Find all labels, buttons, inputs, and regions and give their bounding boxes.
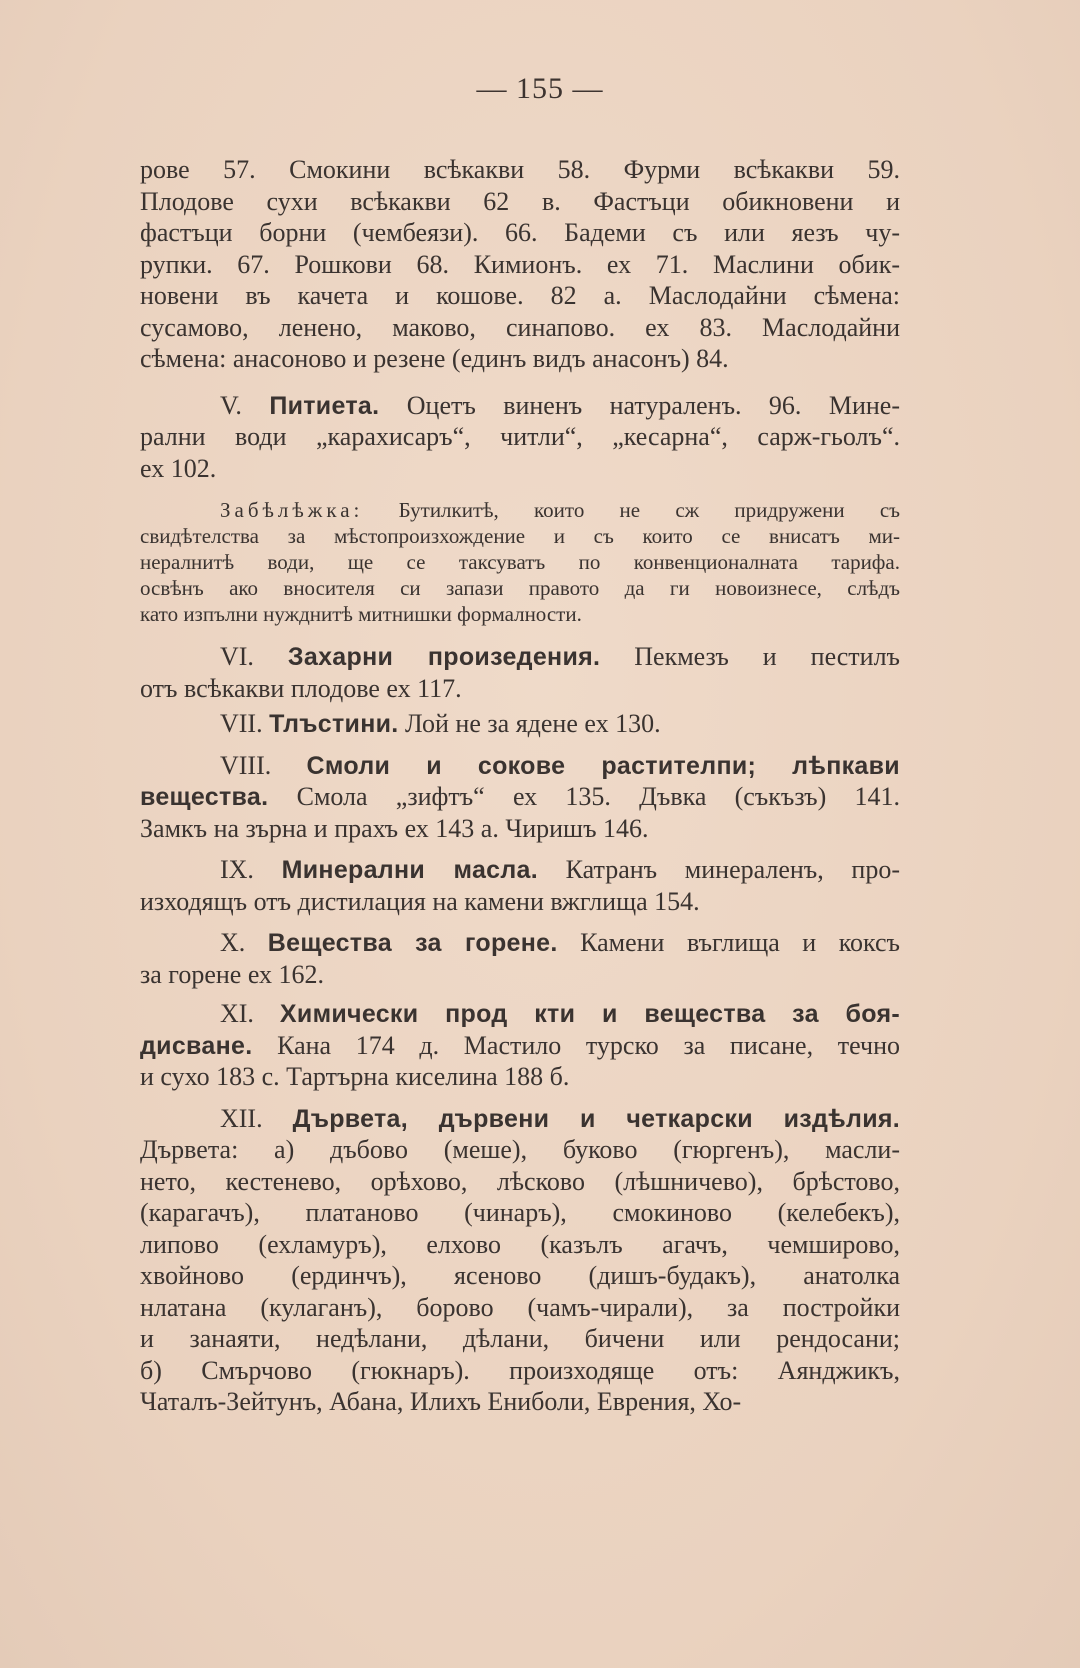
- text-line: [140, 886, 900, 918]
- line-text: липово (ехламуръ), елхово (казълъ агачъ, чемширово,: [140, 1229, 900, 1259]
- line-text: като изпълни нужднитѣ митнишки формалности.: [140, 602, 582, 626]
- text-line: [140, 854, 900, 886]
- text-line: [140, 453, 900, 485]
- document-body: [140, 154, 900, 1418]
- section-heading: Смоли и сокове растителпи; лѣпкави: [306, 751, 900, 780]
- text-line: [140, 575, 900, 601]
- text-line: [140, 217, 900, 249]
- text-line: [140, 641, 900, 673]
- text-line: [140, 523, 900, 549]
- line-text: свидѣтелства за мѣстопроизхождение и съ които се внисатъ ми-: [140, 524, 900, 548]
- line-text: сѣмена: анасоново и резене (единъ видъ анасонъ) 84.: [140, 344, 729, 373]
- text-line: [140, 673, 900, 705]
- text-line: [140, 813, 900, 845]
- line-text: ех 102.: [140, 453, 217, 483]
- section-heading: Минерални масла.: [281, 856, 538, 884]
- section-heading: Дървета, дървени и четкарски издѣлия.: [292, 1104, 901, 1133]
- text-line: [140, 1229, 900, 1261]
- text-line: [140, 549, 900, 575]
- text-line: [140, 1197, 900, 1229]
- text-line: [140, 1166, 900, 1198]
- text-line: [140, 1355, 900, 1387]
- line-text: Смола „зифтъ“ ех 135. Дъвка (съкъзъ) 141.: [268, 782, 900, 811]
- paragraph: [140, 1103, 900, 1418]
- section-heading: вещества.: [140, 783, 269, 811]
- line-text: (карагачъ), платаново (чинаръ), смокиново (келебекъ),: [140, 1198, 900, 1227]
- text-line: [140, 186, 900, 218]
- paragraph: [140, 998, 900, 1093]
- section-heading: Вещества за горене.: [267, 929, 558, 957]
- paragraph: [140, 154, 900, 375]
- line-text: рове 57. Смокини всѣкакви 58. Фурми всѣкакви 59.: [140, 155, 900, 184]
- section-number: XII.: [220, 1103, 293, 1133]
- text-line: [140, 497, 900, 523]
- text-line: [140, 249, 900, 281]
- line-text: изходящъ отъ дистилация на камени вжглища 154.: [140, 886, 700, 916]
- line-text: фастъци борни (чембеязи). 66. Бадеми съ или яезъ чу-: [140, 218, 900, 247]
- line-text: рални води „карахисаръ“, читли“, „кесарна“, сарж-гьолъ“.: [140, 422, 900, 451]
- line-text: за горене ех 162.: [140, 959, 325, 989]
- text-line: [140, 390, 900, 422]
- section-heading: Химически прод кти и вещества за боя-: [279, 1000, 901, 1028]
- section-number: VI.: [220, 642, 288, 671]
- note-paragraph: [140, 497, 900, 627]
- line-text: Чаталъ-Зейтунъ, Абана, Илихъ Ениболи, Еврения, Хо-: [140, 1387, 742, 1416]
- text-line: [140, 280, 900, 312]
- line-text: Оцетъ виненъ натураленъ. 96. Мине-: [379, 390, 900, 420]
- line-text: Бутилкитѣ, които не сж придружени съ: [363, 498, 900, 522]
- section-heading: Питиета.: [269, 391, 380, 420]
- line-text: нето, кестенево, орѣхово, лѣсково (лѣшничево), брѣстово,: [140, 1166, 900, 1196]
- text-line: [140, 781, 900, 813]
- line-text: Лой не за ядене ех 130.: [398, 709, 661, 738]
- section-heading: дисване.: [140, 1031, 253, 1060]
- text-line: [140, 421, 900, 453]
- line-text: Плодове сухи всѣкакви 62 в. Фастъци обикновени и: [140, 186, 900, 216]
- line-text: освѣнъ ако вносителя си запази правото да ги новоизнесе, слѣдъ: [140, 576, 900, 600]
- text-line: [140, 154, 900, 186]
- page-number: — 155 —: [476, 72, 604, 105]
- text-line: [140, 1260, 900, 1292]
- text-line: [140, 708, 900, 740]
- section-number: XI.: [220, 999, 280, 1028]
- section-number: IX.: [220, 855, 282, 884]
- paragraph: [140, 708, 900, 740]
- line-text: и сухо 183 с. Тартърна киселина 188 б.: [140, 1062, 570, 1091]
- text-line: [140, 601, 900, 627]
- line-text: Дървета: а) дъбово (меше), буково (гюргенъ), масли-: [140, 1135, 900, 1164]
- line-text: Кана 174 д. Мастило турско за писане, течно: [252, 1030, 900, 1060]
- line-text: нлатана (кулаганъ), борово (чамъ-чирали), за постройки: [140, 1292, 900, 1322]
- line-text: и занаяти, недѣлани, дѣлани, бичени или рендосани;: [140, 1324, 900, 1353]
- text-line: [140, 1134, 900, 1166]
- text-line: [140, 1030, 900, 1062]
- line-text: рупки. 67. Рошкови 68. Кимионъ. ех 71. Маслини обик-: [140, 249, 900, 279]
- text-line: [140, 1386, 900, 1418]
- text-line: [140, 1292, 900, 1324]
- paragraph: [140, 641, 900, 704]
- section-number: X.: [220, 928, 268, 957]
- text-line: [140, 927, 900, 959]
- paragraph: [140, 927, 900, 990]
- line-text: Катранъ минераленъ, про-: [537, 855, 901, 884]
- line-text: б) Смърчово (гюкнаръ). произходяще отъ: Аянджикъ,: [140, 1355, 900, 1385]
- section-heading: Тлъстини.: [269, 710, 399, 738]
- text-line: [140, 343, 900, 375]
- text-line: [140, 1323, 900, 1355]
- section-number: VII.: [220, 709, 270, 738]
- paragraph: [140, 854, 900, 917]
- line-text: хвойново (ердинчъ), ясеново (дишъ-будакъ), анатолка: [140, 1261, 900, 1290]
- section-number: VIII.: [220, 750, 307, 780]
- text-line: [140, 959, 900, 991]
- line-text: сусамово, ленено, маково, синапово. ех 83. Маслодайни: [140, 312, 900, 342]
- line-text: Камени въглища и коксъ: [557, 928, 900, 957]
- line-text: отъ всѣкакви плодове ех 117.: [140, 673, 462, 703]
- line-text: новени въ качета и кошове. 82 а. Маслодайни сѣмена:: [140, 281, 900, 310]
- text-line: [140, 1061, 900, 1093]
- paragraph: [140, 390, 900, 485]
- line-text: Пекмезъ и пестилъ: [600, 642, 900, 671]
- text-line: [140, 998, 900, 1030]
- paragraph: [140, 750, 900, 845]
- line-text: нералнитѣ води, ще се таксуватъ по конвенционалната тарифа.: [140, 550, 900, 574]
- line-text: Замкъ на зърна и прахъ ех 143 а. Чиришъ 146.: [140, 813, 649, 843]
- text-line: [140, 750, 900, 782]
- section-heading: Захарни произедения.: [287, 643, 601, 671]
- section-number: V.: [220, 390, 270, 420]
- text-line: [140, 312, 900, 344]
- text-line: [140, 1103, 900, 1135]
- note-label: Забѣлѣжка:: [220, 498, 364, 522]
